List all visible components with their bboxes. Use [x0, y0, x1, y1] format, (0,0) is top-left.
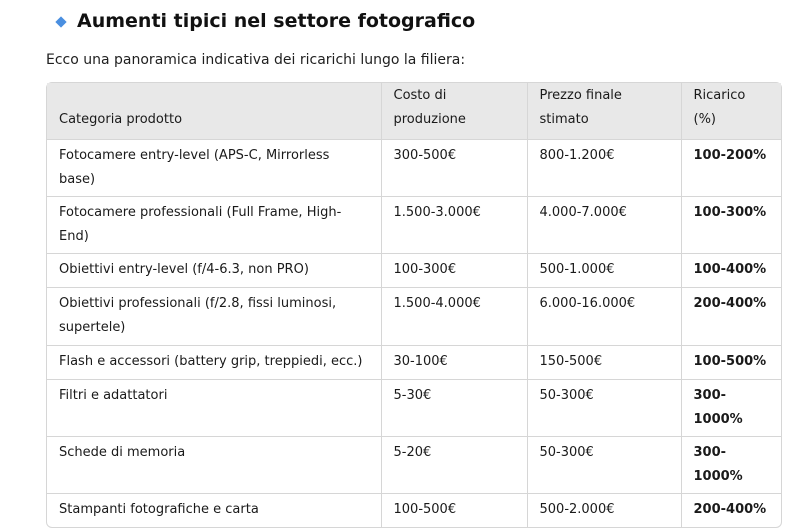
- table-row: [47, 254, 781, 288]
- markup-table: [46, 82, 782, 528]
- table-row: [47, 288, 781, 346]
- table-row: [47, 197, 781, 254]
- table-row: [47, 494, 781, 528]
- table-row: [47, 346, 781, 380]
- cell-category: Fotocamere entry-level (APS-C, Mirrorless base): [47, 140, 381, 197]
- section-heading: [56, 10, 475, 32]
- diamond-bullet-icon: [55, 16, 66, 27]
- cell-markup: 100-400%: [681, 254, 781, 288]
- cell-price: 50-300€: [527, 437, 681, 494]
- cell-price: 500-1.000€: [527, 254, 681, 288]
- table-row: [47, 437, 781, 494]
- cell-category: Fotocamere professionali (Full Frame, High-End): [47, 197, 381, 254]
- header-category: Categoria prodotto: [47, 83, 381, 140]
- cell-cost: 100-300€: [381, 254, 527, 288]
- cell-cost: 30-100€: [381, 346, 527, 380]
- cell-markup: 100-200%: [681, 140, 781, 197]
- cell-price: 6.000-16.000€: [527, 288, 681, 346]
- cell-cost: 5-20€: [381, 437, 527, 494]
- header-price: Prezzo finale stimato: [527, 83, 681, 140]
- cell-markup: 100-500%: [681, 346, 781, 380]
- table-row: [47, 140, 781, 197]
- cell-cost: 300-500€: [381, 140, 527, 197]
- cell-category: Schede di memoria: [47, 437, 381, 494]
- cell-cost: 100-500€: [381, 494, 527, 528]
- cell-category: Obiettivi professionali (f/2.8, fissi luminosi, supertele): [47, 288, 381, 346]
- cell-cost: 1.500-4.000€: [381, 288, 527, 346]
- cell-markup: 200-400%: [693, 502, 767, 517]
- cell-price: 800-1.200€: [527, 140, 681, 197]
- cell-price: 500-2.000€: [527, 494, 681, 528]
- cell-price: 4.000-7.000€: [527, 197, 681, 254]
- cell-price: 50-300€: [527, 380, 681, 437]
- cell-markup: 200-400%: [681, 288, 781, 346]
- cell-category: Flash e accessori (battery grip, treppiedi, ecc.): [47, 346, 381, 380]
- header-cost: Costo di produzione: [381, 83, 527, 140]
- cell-cost: 5-30€: [381, 380, 527, 437]
- table-row: [47, 380, 781, 437]
- intro-paragraph: Ecco una panoramica indicativa dei ricarichi lungo la filiera:: [46, 52, 466, 68]
- header-markup: Ricarico (%): [681, 83, 781, 140]
- cell-markup: 300-1000%: [681, 437, 781, 494]
- cell-category: Filtri e adattatori: [47, 380, 381, 437]
- cell-markup: 100-300%: [681, 197, 781, 254]
- cell-markup: 300-1000%: [681, 380, 781, 437]
- cell-price: 150-500€: [527, 346, 681, 380]
- table-header-row: [47, 83, 781, 140]
- cell-category: Stampanti fotografiche e carta: [47, 494, 381, 528]
- cell-cost: 1.500-3.000€: [381, 197, 527, 254]
- cell-category: Obiettivi entry-level (f/4-6.3, non PRO): [47, 254, 381, 288]
- section-title: Aumenti tipici nel settore fotografico: [77, 10, 476, 32]
